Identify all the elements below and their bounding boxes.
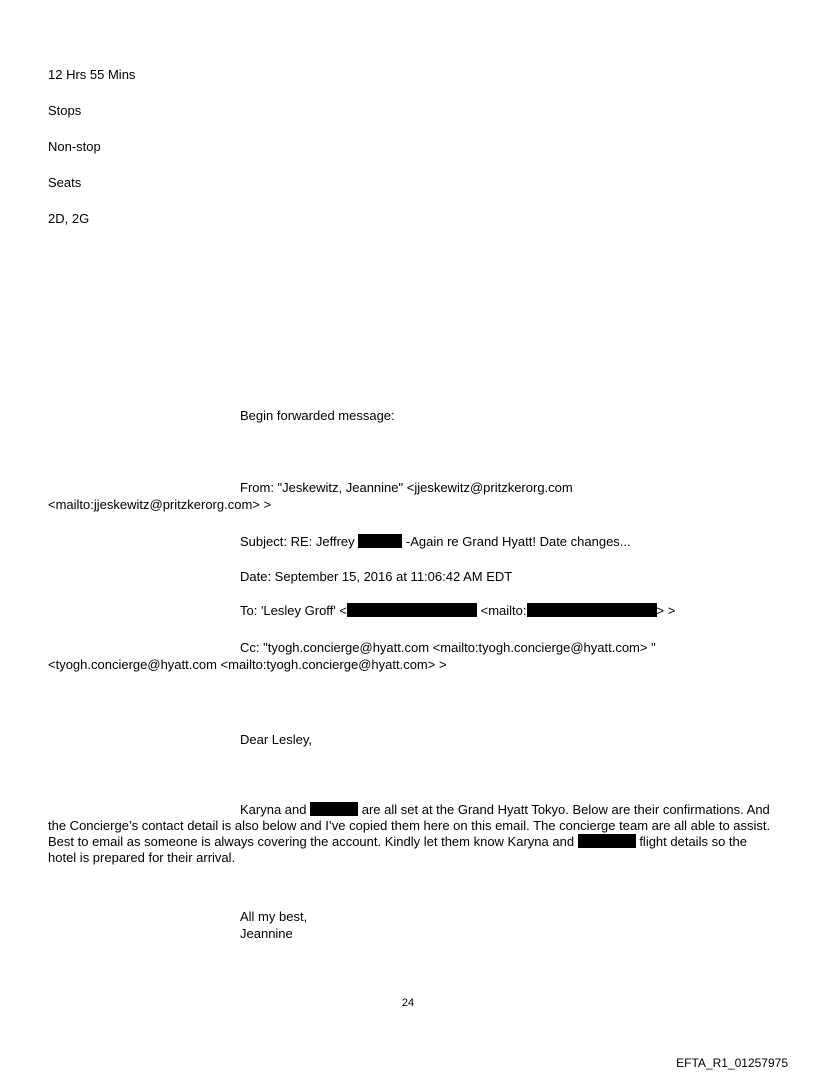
from-line: From: "Jeskewitz, Jeannine" <jjeskewitz@pritzkerorg.com <box>240 480 573 495</box>
bates-number: EFTA_R1_01257975 <box>676 1056 788 1070</box>
redaction-bar <box>347 603 477 617</box>
seats-label: Seats <box>48 175 82 190</box>
to-prefix: To: 'Lesley Groff' < <box>240 603 347 618</box>
stops-value: Non-stop <box>48 139 101 154</box>
redaction-bar <box>310 802 358 816</box>
closing: All my best, <box>240 909 308 924</box>
flight-duration: 12 Hrs 55 Mins <box>48 67 136 82</box>
redaction-bar <box>578 834 636 848</box>
subject-prefix: Subject: RE: Jeffrey <box>240 534 355 549</box>
greeting: Dear Lesley, <box>240 732 313 747</box>
seats-value: 2D, 2G <box>48 211 90 226</box>
redaction-bar <box>358 534 402 548</box>
stops-label: Stops <box>48 103 82 118</box>
subject-suffix: -Again re Grand Hyatt! Date changes... <box>405 534 631 549</box>
page-number: 24 <box>401 997 415 1009</box>
forward-header: Begin forwarded message: <box>240 408 395 423</box>
body-text: Karyna and <box>240 802 307 817</box>
from-mailto-line: <mailto:jjeskewitz@pritzkerorg.com> > <box>48 497 272 512</box>
subject-line <box>240 534 631 550</box>
body-text: are all set at the Grand Hyatt Tokyo. Below are their confirmations. <box>361 802 744 817</box>
to-suffix: > > <box>656 603 676 618</box>
body-text: And the Concierge’s contact detail is also below and I’ve copied them here on this email. The concierge team are all able to assist. Best to email as someone is always covering the account. Kindly let them know Karyna and <box>48 802 771 849</box>
cc-mailto-line: <tyogh.concierge@hyatt.com <mailto:tyogh.concierge@hyatt.com> > <box>48 657 447 672</box>
to-line <box>240 603 675 619</box>
body-paragraph <box>48 802 778 866</box>
body-text: flight details so the hotel is prepared for their arrival. <box>48 834 747 865</box>
signature: Jeannine <box>240 926 293 941</box>
redaction-bar <box>527 603 657 617</box>
date-line: Date: September 15, 2016 at 11:06:42 AM EDT <box>240 569 513 584</box>
to-mailto: <mailto: <box>480 603 527 618</box>
cc-line: Cc: "tyogh.concierge@hyatt.com <mailto:tyogh.concierge@hyatt.com> " <box>240 640 656 655</box>
